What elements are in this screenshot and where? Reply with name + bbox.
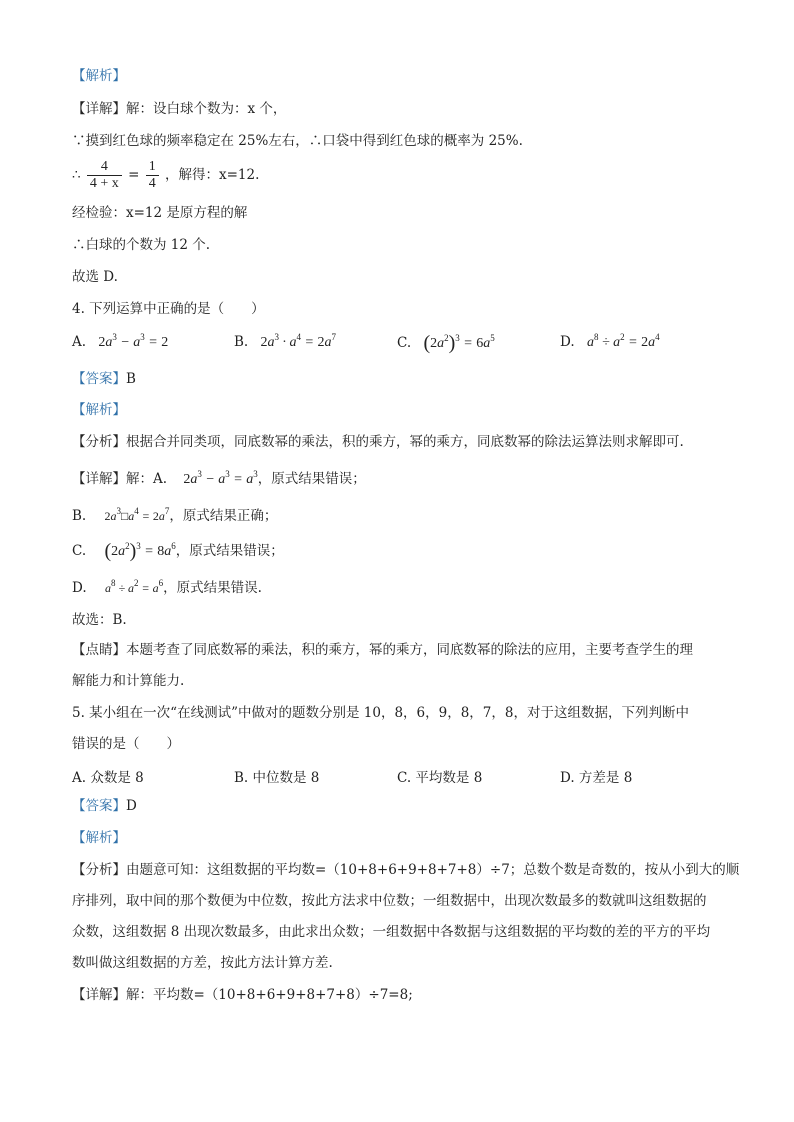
answer-5: 【答案】D <box>72 798 137 814</box>
choose-4: 故选：B. <box>72 612 127 628</box>
q4-option-a: A. $2a^3 - a^3 = 2$ <box>72 332 169 350</box>
q5-option-a: A. 众数是 8 <box>72 770 144 786</box>
equation-line <box>72 158 259 192</box>
conclusion-line: ∴白球的个数为 12 个. <box>72 237 211 253</box>
detail-line-2: ∵摸到红色球的频率稳定在 25%左右，∴口袋中得到红色球的概率为 25%. <box>72 133 523 149</box>
q4-option-d: D. $a^8 \div a^2 = 2a^4$ <box>560 332 660 350</box>
analysis-5-line-1: 【分析】由题意可知：这组数据的平均数=（10+8+6+9+8+7+8）÷7；总数个数是奇数的，按从小到大的顺 <box>72 862 740 878</box>
detail-4-b: B. $2a^3□a^4 = 2a^7$，原式结果正确； <box>72 506 278 524</box>
note-4-line-2: 解能力和计算能力. <box>72 673 185 689</box>
analysis-heading-5: 【解析】 <box>72 830 126 846</box>
analysis-heading-4: 【解析】 <box>72 402 126 418</box>
question-5-line-1: 5. 某小组在一次“在线测试”中做对的题数分别是 10，8，6，9，8，7，8，对于这组数据，下列判断中 <box>72 705 689 721</box>
q4-option-b: B. $2a^3 \cdot a^4 = 2a^7$ <box>234 332 336 350</box>
detail-4-d: D. $a^8 \div a^2 = a^6$，原式结果错误. <box>72 578 262 596</box>
question-4: 4. 下列运算中正确的是（ ） <box>72 301 265 317</box>
q5-option-d: D. 方差是 8 <box>560 770 633 786</box>
solve-text: ，解得：x=12. <box>165 167 260 183</box>
note-4-line-1: 【点睛】本题考查了同底数幂的乘法，积的乘方，幂的乘方，同底数幂的除法的应用，主要考查学生的理 <box>72 642 693 658</box>
analysis-heading: 【解析】 <box>72 68 126 84</box>
q5-option-b: B. 中位数是 8 <box>234 770 320 786</box>
analysis-4: 【分析】根据合并同类项，同底数幂的乘法，积的乘方，幂的乘方，同底数幂的除法运算法则求解即可. <box>72 434 684 450</box>
analysis-5-line-2: 序排列，取中间的那个数便为中位数，按此方法求中位数；一组数据中，出现次数最多的数就叫这组数据的 <box>72 893 707 909</box>
analysis-5-line-4: 数叫做这组数据的方差，按此方法计算方差. <box>72 955 333 971</box>
therefore-symbol: ∴ <box>72 167 81 183</box>
answer-4: 【答案】B <box>72 371 136 387</box>
equals-sign: = <box>128 167 140 183</box>
choose-line: 故选 D. <box>72 269 118 285</box>
analysis-5-line-3: 众数，这组数据 8 出现次数最多，由此求出众数；一组数据中各数据与这组数据的平均数的差的平方的平均 <box>72 924 711 940</box>
detail-5: 【详解】解：平均数=（10+8+6+9+8+7+8）÷7=8; <box>72 987 413 1003</box>
q4-option-c: C. $(2a^2)^3 = 6a^5$ <box>397 332 495 354</box>
check-line: 经检验：x=12 是原方程的解 <box>72 205 248 221</box>
question-5-line-2: 错误的是（ ） <box>72 736 180 752</box>
fraction-left: $\frac{4}{4 + x}$ <box>87 159 122 192</box>
detail-line-1: 【详解】解：设白球个数为：x 个， <box>72 101 287 117</box>
detail-4-c: C. $(2a^2)^3 = 8a^6$，原式结果错误； <box>72 540 284 562</box>
detail-4-a: 【详解】解：A. $2a^3 - a^3 = a^3$，原式结果错误； <box>72 469 366 487</box>
q5-option-c: C. 平均数是 8 <box>397 770 483 786</box>
fraction-right: $\frac{1}{4}$ <box>146 159 159 192</box>
